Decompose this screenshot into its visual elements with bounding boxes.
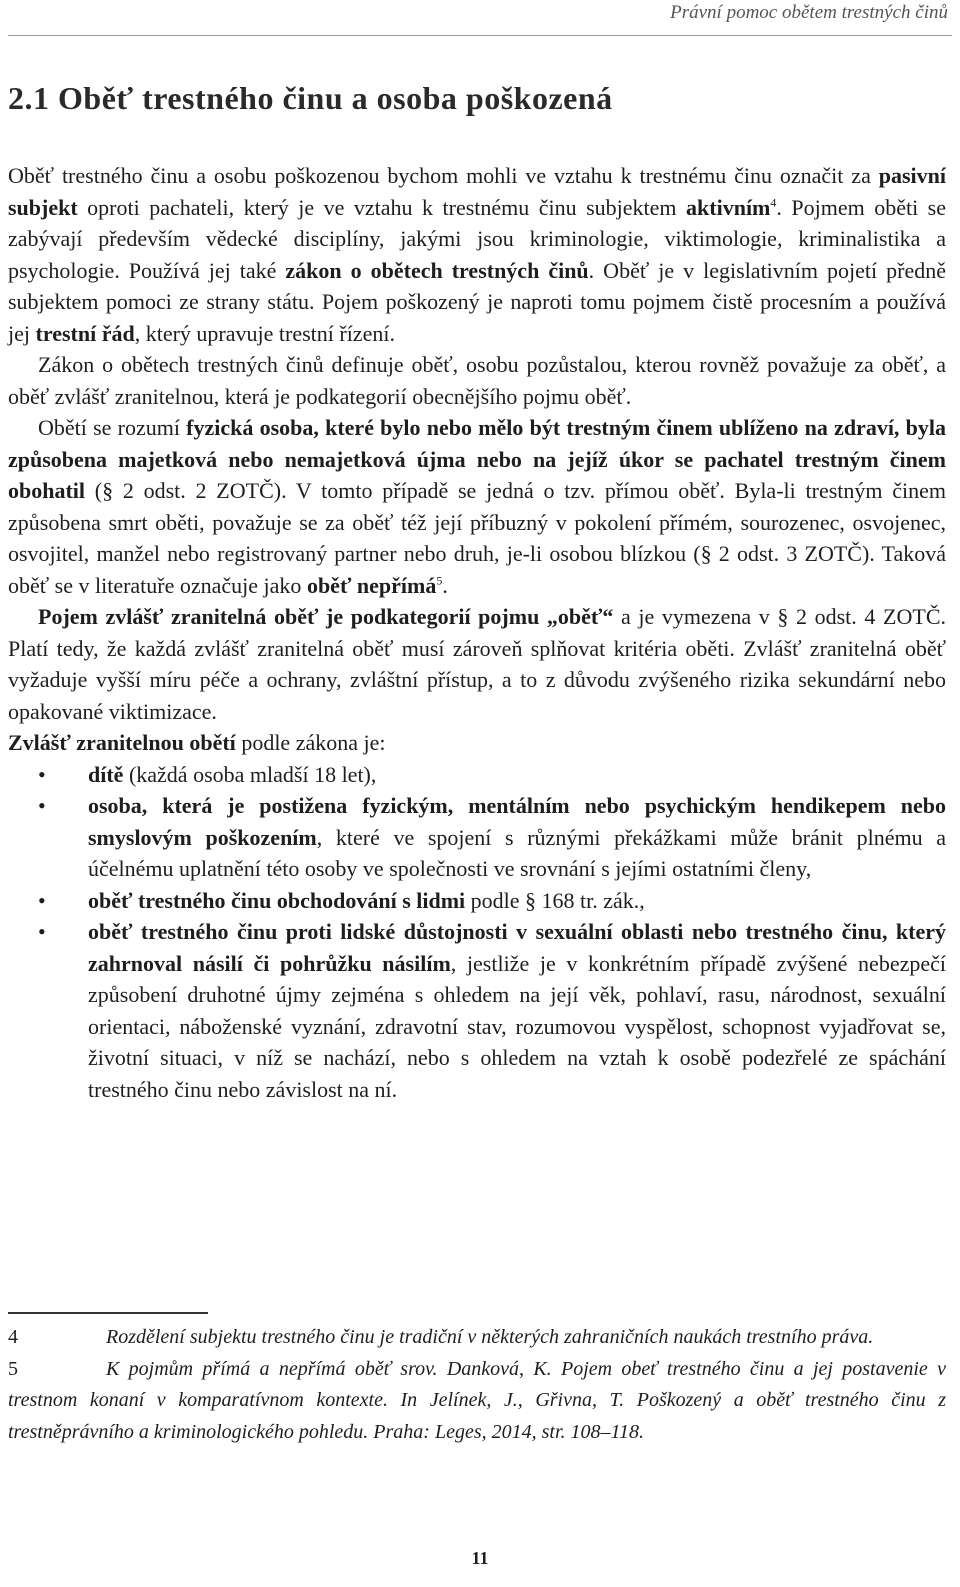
footnotes	[8, 1322, 946, 1448]
list-item	[8, 885, 946, 917]
footnote-text: Rozdělení subjektu trestného činu je tradiční v některých zahraničních naukách trestního práva.	[106, 1326, 874, 1348]
text-run: , jestliže je v konkrétním případě zvýšené nebezpečí způsobení druhotné újmy zejména s ohledem na její věk, pohlaví, rasu, národnost, sexuální orientaci, náboženské vyznání, zdravotní stav, rozumovou vyspělost, schopnost vyjadřovat se, životní situaci, v níž se nachází, nebo s ohledem na vztah k osobě podezřelé ze spáchání trestného činu nebo závislost na ní.	[88, 950, 946, 1102]
running-header: Právní pomoc obětem trestných činů	[670, 2, 948, 23]
text-run: Obětí se rozumí	[38, 415, 187, 440]
vulnerable-victims-list	[8, 759, 946, 1106]
bold-term: oběť trestného činu obchodování s lidmi	[88, 887, 466, 913]
footnote-ref-5: 5	[436, 573, 443, 588]
footnote-ref-4: 4	[770, 195, 777, 210]
bullet-icon: •	[38, 793, 46, 818]
page-number: 11	[471, 1548, 489, 1568]
text-run: . Pojmem oběti se zabývají především vědecké disciplíny, jakými jsou kriminologie, viktimologie, kriminalistika a psychologie. Používá jej také	[8, 194, 946, 283]
bullet-icon: •	[38, 919, 46, 944]
text-run: podle zákona je:	[235, 730, 386, 755]
main-text	[8, 160, 946, 1105]
bold-term: trestní řád	[35, 320, 135, 346]
bold-term: oběť nepřímá	[306, 572, 437, 598]
text-run: (§ 2 odst. 2 ZOTČ). V tomto případě se jedná o tzv. přímou oběť. Byla-li trestným činem způsobena smrt oběti, považuje se za oběť též její příbuzný v pokolení přímém, sourozenec, osvojenec, osvojitel, manžel nebo registrovaný partner nebo druh, je-li osobou blízkou (§ 2 odst. 3 ZOTČ). Taková oběť se v literatuře označuje jako	[8, 478, 946, 598]
bold-term: pasivní subjekt	[8, 163, 946, 220]
footnote-number: 4	[8, 1326, 18, 1348]
text-run: podle § 168 tr. zák.,	[465, 887, 645, 913]
bold-term: fyzická osoba, které bylo nebo mělo být trestným činem ublíženo na zdraví, byla způsobena majetková nebo nemajetková újma nebo na jejíž úkor se pachatel trestným činem obohatil	[8, 415, 946, 503]
bold-term: Zvlášť zranitelnou obětí	[8, 730, 236, 755]
list-item	[8, 759, 946, 791]
bold-term: zákon o obětech trestných činů	[285, 257, 589, 283]
paragraph-2	[8, 349, 946, 412]
footnote-4	[8, 1322, 946, 1354]
bold-term: Pojem zvlášť zranitelná oběť je podkategorií pojmu „oběť“	[38, 604, 614, 629]
bold-term: aktivním	[686, 194, 771, 220]
text-run: a je vymezena v § 2 odst. 4 ZOTČ. Platí tedy, že každá zvlášť zranitelná oběť musí zároveň splňovat kritéria oběti. Zvlášť zranitelná oběť vyžaduje vyšší míru péče a ochrany, zvláštní přístup, a to z důvodu zvýšeného rizika sekundární nebo opakované viktimizace.	[8, 604, 946, 724]
paragraph-4	[8, 601, 946, 727]
bold-term: oběť trestného činu proti lidské důstojnosti v sexuální oblasti nebo trestného činu, který zahrnoval násilí či pohrůžku násilím	[88, 919, 946, 976]
text-run: oproti pachateli, který je ve vztahu k trestnému činu subjektem	[77, 194, 687, 220]
text-run: . Oběť je v legislativním pojetí předně subjektem pomoci ze strany státu. Pojem poškozený je naproti tomu pojmem čistě procesním a používá jej	[8, 257, 946, 346]
text-run: (každá osoba mladší 18 let),	[123, 761, 377, 787]
footnote-text: K pojmům přímá a nepřímá oběť srov. Danková, K. Pojem obeť trestného činu a jej postavenie v trestnom konaní v komparatívnom kontexte. In Jelínek, J., Gřivna, T. Poškozený a oběť trestného činu z trestněprávního a kriminologického pohledu. Praha: Leges, 2014, str. 108–118.	[8, 1357, 946, 1443]
paragraph-1	[8, 160, 946, 349]
footnote-5	[8, 1354, 946, 1449]
text-run: , který upravuje trestní řízení.	[134, 320, 395, 346]
footnote-number: 5	[8, 1357, 18, 1380]
header-divider	[8, 35, 952, 36]
section-title: 2.1 Oběť trestného činu a osoba poškozená	[8, 80, 613, 116]
bullet-icon: •	[38, 761, 46, 787]
list-item	[8, 916, 946, 1105]
list-item	[8, 790, 946, 885]
footnote-divider	[8, 1312, 208, 1314]
text-run: .	[442, 572, 448, 598]
bold-term: dítě	[88, 761, 124, 787]
text-run: Zákon o obětech trestných činů definuje oběť, osobu pozůstalou, kterou rovněž považuje za oběť, a oběť zvlášť zranitelnou, která je podkategorií obecnějšího pojmu oběť.	[8, 352, 946, 409]
bold-term: osoba, která je postižena fyzickým, mentálním nebo psychickým hendikepem nebo smyslovým poškozením	[88, 793, 946, 850]
paragraph-5	[8, 727, 946, 759]
text-run: , které ve spojení s různými překážkami může bránit plnému a účelnému uplatnění této osoby ve společnosti ve srovnání s jejími ostatními členy,	[88, 824, 946, 881]
bullet-icon: •	[38, 887, 46, 913]
paragraph-3	[8, 412, 946, 601]
text-run: Oběť trestného činu a osobu poškozenou bychom mohli ve vztahu k trestnému činu označit za	[8, 163, 879, 188]
